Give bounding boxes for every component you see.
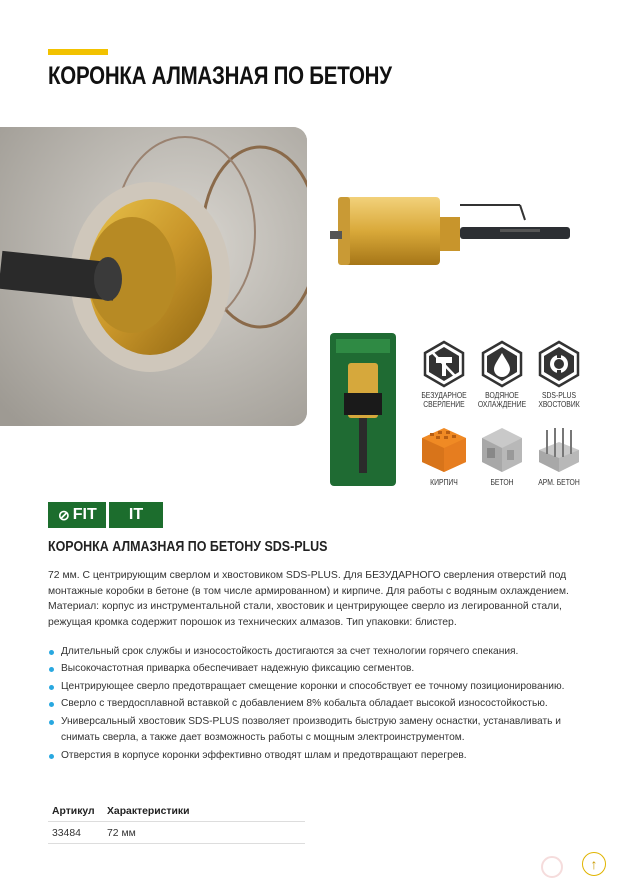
list-item xyxy=(48,748,600,765)
reinforced-concrete-icon xyxy=(533,424,585,474)
feature-label-line2: СВЕРЛЕНИЕ xyxy=(423,400,465,409)
feature-water-cooling xyxy=(472,340,532,409)
list-item-text: Сверло с твердосплавной вставкой с добавлением 8% кобальта обладает высокой износостойкостью. xyxy=(61,698,548,710)
product-description: 72 мм. С центрирующим сверлом и хвостовиком SDS-PLUS. Для БЕЗУДАРНОГО сверления отверстий под монтажные коробки в бетоне (в том числе армированном) и кирпиче. Для работы с водяным охлаждением. Материал: корпус из инструментальной стали, хвостовик и центрирующее сверло из легированной стали, режущая кромка содержит порошок из технических алмазов. Тип упаковки: блистер. xyxy=(48,570,569,628)
list-item xyxy=(48,714,600,748)
bullet-icon xyxy=(49,754,54,759)
material-brick xyxy=(414,424,474,487)
bullet-icon xyxy=(49,650,54,655)
cell-article: 33484 xyxy=(48,822,103,844)
bullet-icon xyxy=(49,667,54,672)
list-item-text: Центрирующее сверло предотвращает смещение коронки и способствует ее точному позиционированию. xyxy=(61,680,565,692)
column-header-characteristics: Характеристики xyxy=(103,804,305,822)
concrete-block-icon xyxy=(476,424,528,474)
list-item xyxy=(48,661,600,678)
table-header-row xyxy=(48,804,305,822)
feature-label-line1: ВОДЯНОЕ xyxy=(485,391,519,400)
feature-label-line2: ХВОСТОВИК xyxy=(538,400,580,409)
list-item-text: Отверстия в корпусе коронки эффективно отводят шлам и предотвращают перегрев. xyxy=(61,749,467,761)
list-item-text: Высокочастотная приварка обеспечивает надежную фиксацию сегментов. xyxy=(61,663,415,675)
feature-sds-plus xyxy=(529,340,589,409)
brand-it xyxy=(109,502,163,528)
water-drop-icon xyxy=(478,340,526,388)
title-accent-bar xyxy=(48,49,108,55)
feature-label-line2: ОХЛАЖДЕНИЕ xyxy=(477,400,527,409)
arrow-up-icon: ↑ xyxy=(590,856,598,872)
specs-table xyxy=(48,804,305,844)
bullet-icon xyxy=(49,720,54,725)
column-header-article: Артикул xyxy=(48,804,103,822)
page-title: КОРОНКА АЛМАЗНАЯ ПО БЕТОНУ xyxy=(48,62,392,90)
product-image xyxy=(330,185,580,270)
brand-fit-text: FIT xyxy=(72,506,97,523)
material-reinforced-concrete xyxy=(529,424,589,487)
list-item xyxy=(48,644,600,661)
cell-characteristics: 72 мм xyxy=(103,822,305,844)
scroll-to-top-button[interactable] xyxy=(582,852,606,876)
hammer-crossed-icon xyxy=(420,340,468,388)
feature-label-line1: SDS-PLUS xyxy=(541,391,576,400)
list-item xyxy=(48,696,600,713)
list-item xyxy=(48,679,600,696)
material-label: КИРПИЧ xyxy=(430,478,458,487)
brand-logo xyxy=(48,502,163,528)
table-row xyxy=(48,822,305,844)
material-label: БЕТОН xyxy=(490,478,514,487)
feature-list xyxy=(48,644,600,765)
material-label: АРМ. БЕТОН xyxy=(538,478,580,487)
brick-icon xyxy=(418,424,470,474)
list-item-text: Универсальный хвостовик SDS-PLUS позволяет производить быструю замену оснастки, устанавливать и снимать сверла, а также дает возможность работы с мощным электроинструментом. xyxy=(61,715,561,744)
sds-plus-shank-icon xyxy=(535,340,583,388)
brand-fit xyxy=(48,502,106,528)
packaging-image xyxy=(330,333,396,486)
feature-impact-free xyxy=(414,340,474,409)
material-concrete xyxy=(472,424,532,487)
brand-f-icon: ⊘ xyxy=(58,507,70,523)
watermark-logo xyxy=(540,852,620,882)
usage-photo xyxy=(0,127,307,426)
feature-label-line1: БЕЗУДАРНОЕ xyxy=(421,391,467,400)
brand-it-text: IT xyxy=(128,506,144,523)
list-item-text: Длительный срок службы и износостойкость достигаются за счет технологии горячего спекания. xyxy=(61,646,519,657)
product-name: КОРОНКА АЛМАЗНАЯ ПО БЕТОНУ SDS-PLUS xyxy=(48,539,328,555)
bullet-icon xyxy=(49,702,54,707)
bullet-icon xyxy=(49,685,54,690)
